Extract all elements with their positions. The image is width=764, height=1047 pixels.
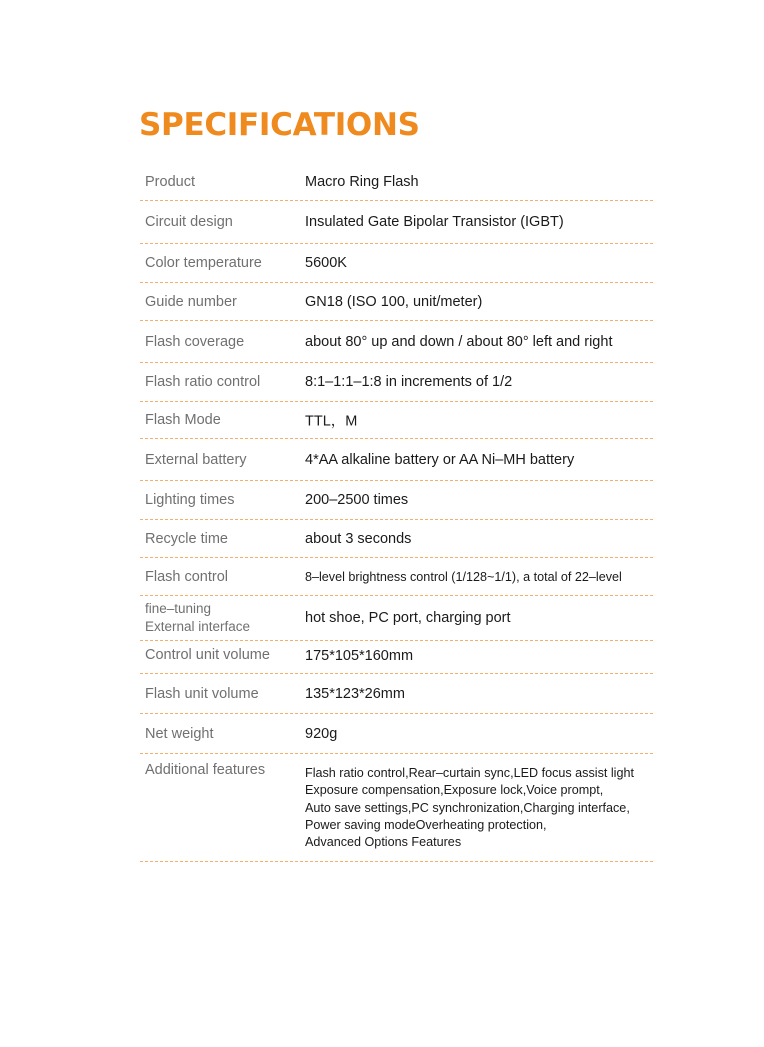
spec-label-line-1: fine–tuning xyxy=(145,601,212,616)
spec-label: Flash control xyxy=(145,568,229,585)
spec-row-flash-coverage xyxy=(140,321,653,363)
spec-value: 8–level brightness control (1/128~1/1), a total of 22–level xyxy=(305,569,622,584)
spec-row-flash-control xyxy=(140,558,653,596)
spec-row-circuit-design xyxy=(140,201,653,244)
spec-label xyxy=(145,600,250,636)
spec-row-flash-mode xyxy=(140,402,653,439)
spec-label: Flash unit volume xyxy=(145,685,259,702)
spec-value: 5600K xyxy=(305,255,347,271)
spec-label: Flash ratio control xyxy=(145,374,261,390)
spec-row-product xyxy=(140,163,653,201)
spec-label: Control unit volume xyxy=(145,647,270,663)
spec-value: Macro Ring Flash xyxy=(305,173,419,190)
spec-label: Recycle time xyxy=(145,530,228,547)
page-title: SPECIFICATIONS xyxy=(139,107,420,143)
spec-row-flash-ratio-control xyxy=(140,363,653,402)
spec-label: Net weight xyxy=(145,725,214,742)
spec-value: 200–2500 times xyxy=(305,492,409,508)
spec-row-color-temperature xyxy=(140,244,653,283)
spec-value: hot shoe, PC port, charging port xyxy=(305,610,511,626)
spec-label: External battery xyxy=(145,451,247,468)
spec-label: Circuit design xyxy=(145,214,233,230)
spec-label: Additional features xyxy=(145,762,266,778)
spec-value: Insulated Gate Bipolar Transistor (IGBT) xyxy=(305,214,564,230)
spec-value: about 80° up and down / about 80° left and right xyxy=(305,333,613,350)
spec-value: 8:1–1:1–1:8 in increments of 1/2 xyxy=(305,374,513,390)
spec-value: about 3 seconds xyxy=(305,530,412,547)
spec-row-lighting-times xyxy=(140,481,653,520)
spec-row-additional-features xyxy=(140,754,653,862)
spec-label: Lighting times xyxy=(145,492,235,508)
spec-value: 135*123*26mm xyxy=(305,685,405,702)
spec-label: Product xyxy=(145,173,195,190)
spec-value: 4*AA alkaline battery or AA Ni–MH battery xyxy=(305,451,575,468)
spec-label-line-2: External interface xyxy=(145,619,251,634)
spec-row-external-battery xyxy=(140,439,653,481)
spec-row-external-interface xyxy=(140,596,653,641)
feature-line: Auto save settings,PC synchronization,Charging interface, xyxy=(305,800,630,815)
feature-line: Power saving modeOverheating protection, xyxy=(305,817,547,832)
specifications-table xyxy=(140,163,653,862)
spec-value: TTL，M xyxy=(305,413,358,430)
spec-row-recycle-time xyxy=(140,520,653,558)
spec-row-control-unit-volume xyxy=(140,641,653,674)
spec-value-list xyxy=(305,765,634,851)
spec-row-flash-unit-volume xyxy=(140,674,653,714)
spec-label: Flash Mode xyxy=(145,412,221,428)
spec-label: Guide number xyxy=(145,293,237,310)
spec-row-guide-number xyxy=(140,283,653,321)
spec-label: Flash coverage xyxy=(145,333,245,350)
spec-value: GN18 (ISO 100, unit/meter) xyxy=(305,293,483,310)
feature-line: Flash ratio control,Rear–curtain sync,LED focus assist light xyxy=(305,766,634,780)
spec-value: 175*105*160mm xyxy=(305,648,414,664)
feature-line: Exposure compensation,Exposure lock,Voice prompt, xyxy=(305,783,604,798)
spec-row-net-weight xyxy=(140,714,653,754)
spec-label: Color temperature xyxy=(145,255,262,271)
feature-line: Advanced Options Features xyxy=(305,835,462,850)
spec-value: 920g xyxy=(305,725,338,742)
